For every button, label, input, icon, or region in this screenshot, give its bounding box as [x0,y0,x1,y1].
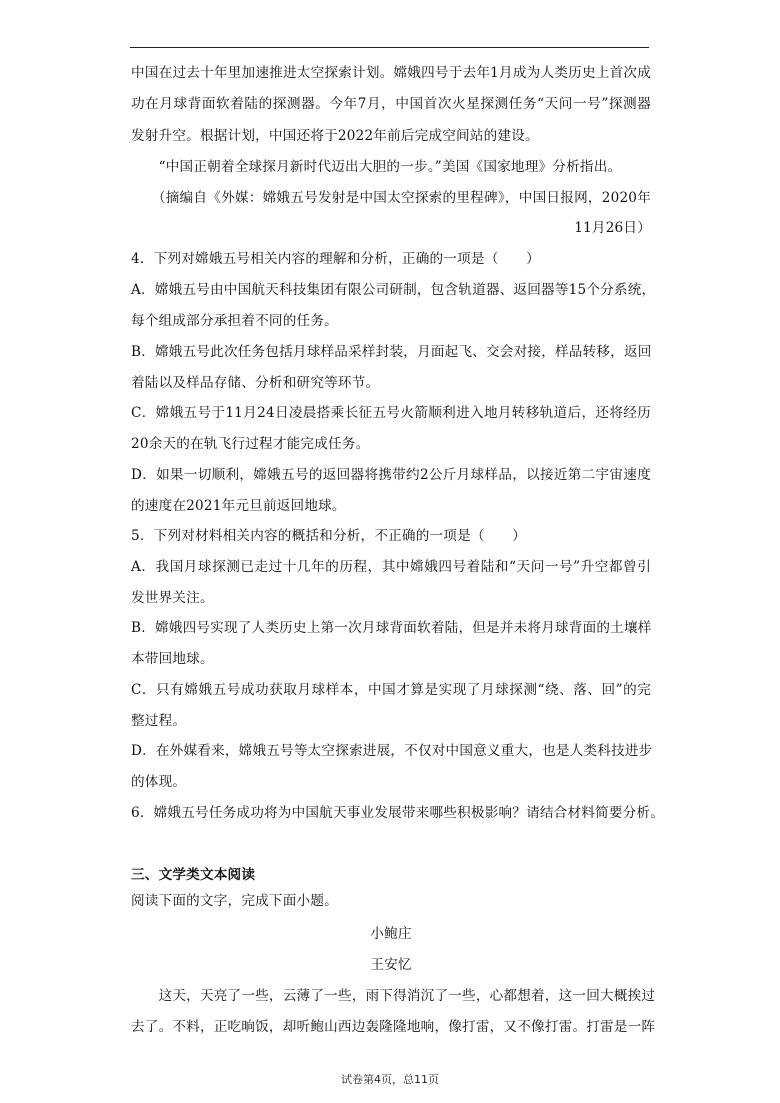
page-footer: 试卷第4页，总11页 [341,1073,439,1086]
source-citation-date: 11月26日） [574,220,651,236]
question-4-option-b-cont: 着陆以及样品存储、分析和研究等环节。 [131,375,380,391]
passage-line-2: 功在月球背面软着陆的探测器。今年7月，中国首次火星探测任务“天问一号”探测器 [131,96,651,112]
question-5-option-a-cont: 发世界关注。 [131,590,214,606]
question-4-option-c: C．嫦娥五号于11月24日凌晨搭乘长征五号火箭顺利进入地月转移轨道后，还将经历 [131,405,651,421]
question-5-option-d-cont: 的体现。 [131,774,187,790]
question-5-option-c: C．只有嫦娥五号成功获取月球样本，中国才算是实现了月球探测“绕、落、回”的完 [131,682,651,698]
question-4-option-b: B．嫦娥五号此次任务包括月球样品采样封装，月面起飞、交会对接，样品转移，返回 [131,344,652,360]
section-heading: 三、文学类文本阅读 [131,867,256,883]
passage-quote: “中国正朝着全球探月新时代迈出大胆的一步。”美国《国家地理》分析指出。 [131,159,622,175]
question-4-stem: 4．下列对嫦娥五号相关内容的理解和分析，正确的一项是（ ） [131,251,540,267]
question-4-option-d-cont: 的速度在2021年元旦前返回地球。 [131,498,346,514]
question-6-stem: 6．嫦娥五号任务成功将为中国航天事业发展带来哪些积极影响？请结合材料简要分析。 [131,805,665,821]
section-instruction: 阅读下面的文字，完成下面小题。 [131,893,338,909]
question-5-option-a: A．我国月球探测已走过十几年的历程，其中嫦娥四号着陆和“天问一号”升空都曾引 [131,559,651,575]
source-citation: （摘编自《外媒：嫦娥五号发射是中国太空探索的里程碑》，中国日报网，2020年 [131,190,651,206]
question-4-option-a-cont: 每个组成部分承担着不同的任务。 [131,313,338,329]
question-5-option-d: D．在外媒看来，嫦娥五号等太空探索进展，不仅对中国意义重大，也是人类科技进步 [131,743,653,759]
header-rule [130,47,649,48]
story-line-2: 去了。不料，正吃晌饭，却听鲍山西边轰隆隆地响，像打雷，又不像打雷。打雷是一阵 [131,1019,656,1035]
question-4-option-a: A．嫦娥五号由中国航天科技集团有限公司研制，包含轨道器、返回器等15个分系统， [131,282,656,298]
question-4-option-c-cont: 20余天的在轨飞行过程才能完成任务。 [131,436,370,452]
passage-line-1: 中国在过去十年里加速推进太空探索计划。嫦娥四号于去年1月成为人类历史上首次成 [131,65,651,81]
question-5-stem: 5．下列对材料相关内容的概括和分析，不正确的一项是（ ） [131,528,527,544]
question-5-option-b: B．嫦娥四号实现了人类历史上第一次月球背面软着陆，但是并未将月球背面的土壤样 [131,620,652,636]
question-4-option-d: D．如果一切顺利，嫦娥五号的返回器将携带约2公斤月球样品，以接近第二宇宙速度 [131,467,651,483]
story-title: 小鲍庄 [370,926,412,942]
story-line-1: 这天，天亮了一些，云薄了一些，雨下得消沉了一些，心都想着，这一回大概挨过 [131,988,656,1004]
question-5-option-c-cont: 整过程。 [131,713,187,729]
story-author: 王安忆 [370,957,412,973]
question-5-option-b-cont: 本带回地球。 [131,651,214,667]
passage-line-3: 发射升空。根据计划，中国还将于2022年前后完成空间站的建设。 [131,128,539,144]
